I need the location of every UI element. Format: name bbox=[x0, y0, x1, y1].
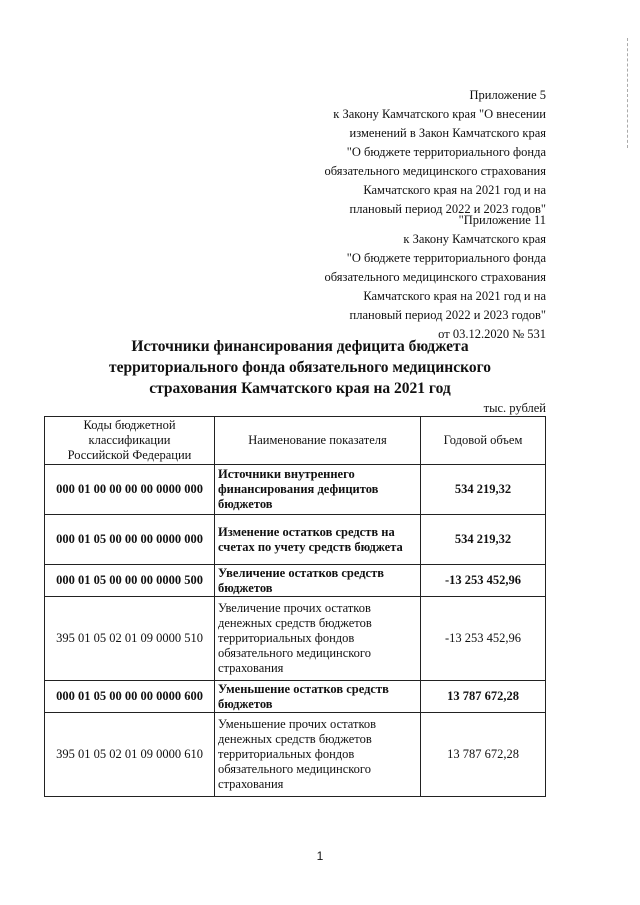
financing-sources-table bbox=[44, 416, 546, 797]
annex-line: к Закону Камчатского края "О внесении bbox=[333, 107, 546, 121]
table-row bbox=[45, 515, 546, 565]
table-row bbox=[45, 681, 546, 713]
annex-line: обязательного медицинского страхования bbox=[324, 270, 546, 284]
annex-line: Приложение 5 bbox=[469, 88, 546, 102]
annex-line: к Закону Камчатского края bbox=[403, 232, 546, 246]
document-title bbox=[40, 336, 560, 399]
annex-line: "О бюджете территориального фонда bbox=[346, 251, 546, 265]
annex-line: плановый период 2022 и 2023 годов" bbox=[349, 202, 546, 216]
row-code: 000 01 05 00 00 00 0000 500 bbox=[45, 565, 215, 597]
table-header-row bbox=[45, 417, 546, 465]
table-row bbox=[45, 565, 546, 597]
row-name: Источники внутреннего финансирования дефицитов бюджетов bbox=[215, 465, 421, 515]
title-line: страхования Камчатского края на 2021 год bbox=[149, 380, 451, 397]
row-name: Увеличение остатков средств бюджетов bbox=[215, 565, 421, 597]
row-name: Изменение остатков средств на счетах по учету средств бюджета bbox=[215, 515, 421, 565]
row-name: Уменьшение прочих остатков денежных средств бюджетов территориальных фондов обязательного медицинского страхования bbox=[215, 713, 421, 797]
row-code: 395 01 05 02 01 09 0000 610 bbox=[45, 713, 215, 797]
title-line: территориального фонда обязательного медицинского bbox=[109, 359, 491, 376]
row-name: Уменьшение остатков средств бюджетов bbox=[215, 681, 421, 713]
row-code: 395 01 05 02 01 09 0000 510 bbox=[45, 597, 215, 681]
row-value: -13 253 452,96 bbox=[421, 597, 546, 681]
annex-line: Камчатского края на 2021 год и на bbox=[363, 183, 546, 197]
annex-11-header bbox=[324, 211, 546, 344]
annex-line: от 03.12.2020 № 531 bbox=[438, 327, 546, 341]
header-code: Коды бюджетной классификации Российской Федерации bbox=[45, 417, 215, 465]
annex-line: изменений в Закон Камчатского края bbox=[349, 126, 546, 140]
row-code: 000 01 05 00 00 00 0000 000 bbox=[45, 515, 215, 565]
annex-line: Камчатского края на 2021 год и на bbox=[363, 289, 546, 303]
scan-edge-mark bbox=[625, 38, 628, 148]
row-code: 000 01 00 00 00 00 0000 000 bbox=[45, 465, 215, 515]
title-line: Источники финансирования дефицита бюджета bbox=[131, 338, 469, 355]
table-row bbox=[45, 597, 546, 681]
page-number: 1 bbox=[316, 849, 324, 863]
row-value: 13 787 672,28 bbox=[421, 681, 546, 713]
annex-line: "О бюджете территориального фонда bbox=[346, 145, 546, 159]
units-label: тыс. рублей bbox=[483, 401, 546, 415]
row-code: 000 01 05 00 00 00 0000 600 bbox=[45, 681, 215, 713]
row-value: 13 787 672,28 bbox=[421, 713, 546, 797]
row-value: 534 219,32 bbox=[421, 465, 546, 515]
header-name: Наименование показателя bbox=[215, 417, 421, 465]
annex-5-header bbox=[324, 86, 546, 219]
row-value: 534 219,32 bbox=[421, 515, 546, 565]
table-row bbox=[45, 713, 546, 797]
annex-line: "Приложение 11 bbox=[458, 213, 546, 227]
row-name: Увеличение прочих остатков денежных средств бюджетов территориальных фондов обязательного медицинского страхования bbox=[215, 597, 421, 681]
header-value: Годовой объем bbox=[421, 417, 546, 465]
annex-line: обязательного медицинского страхования bbox=[324, 164, 546, 178]
row-value: -13 253 452,96 bbox=[421, 565, 546, 597]
annex-line: плановый период 2022 и 2023 годов" bbox=[349, 308, 546, 322]
table-row bbox=[45, 465, 546, 515]
